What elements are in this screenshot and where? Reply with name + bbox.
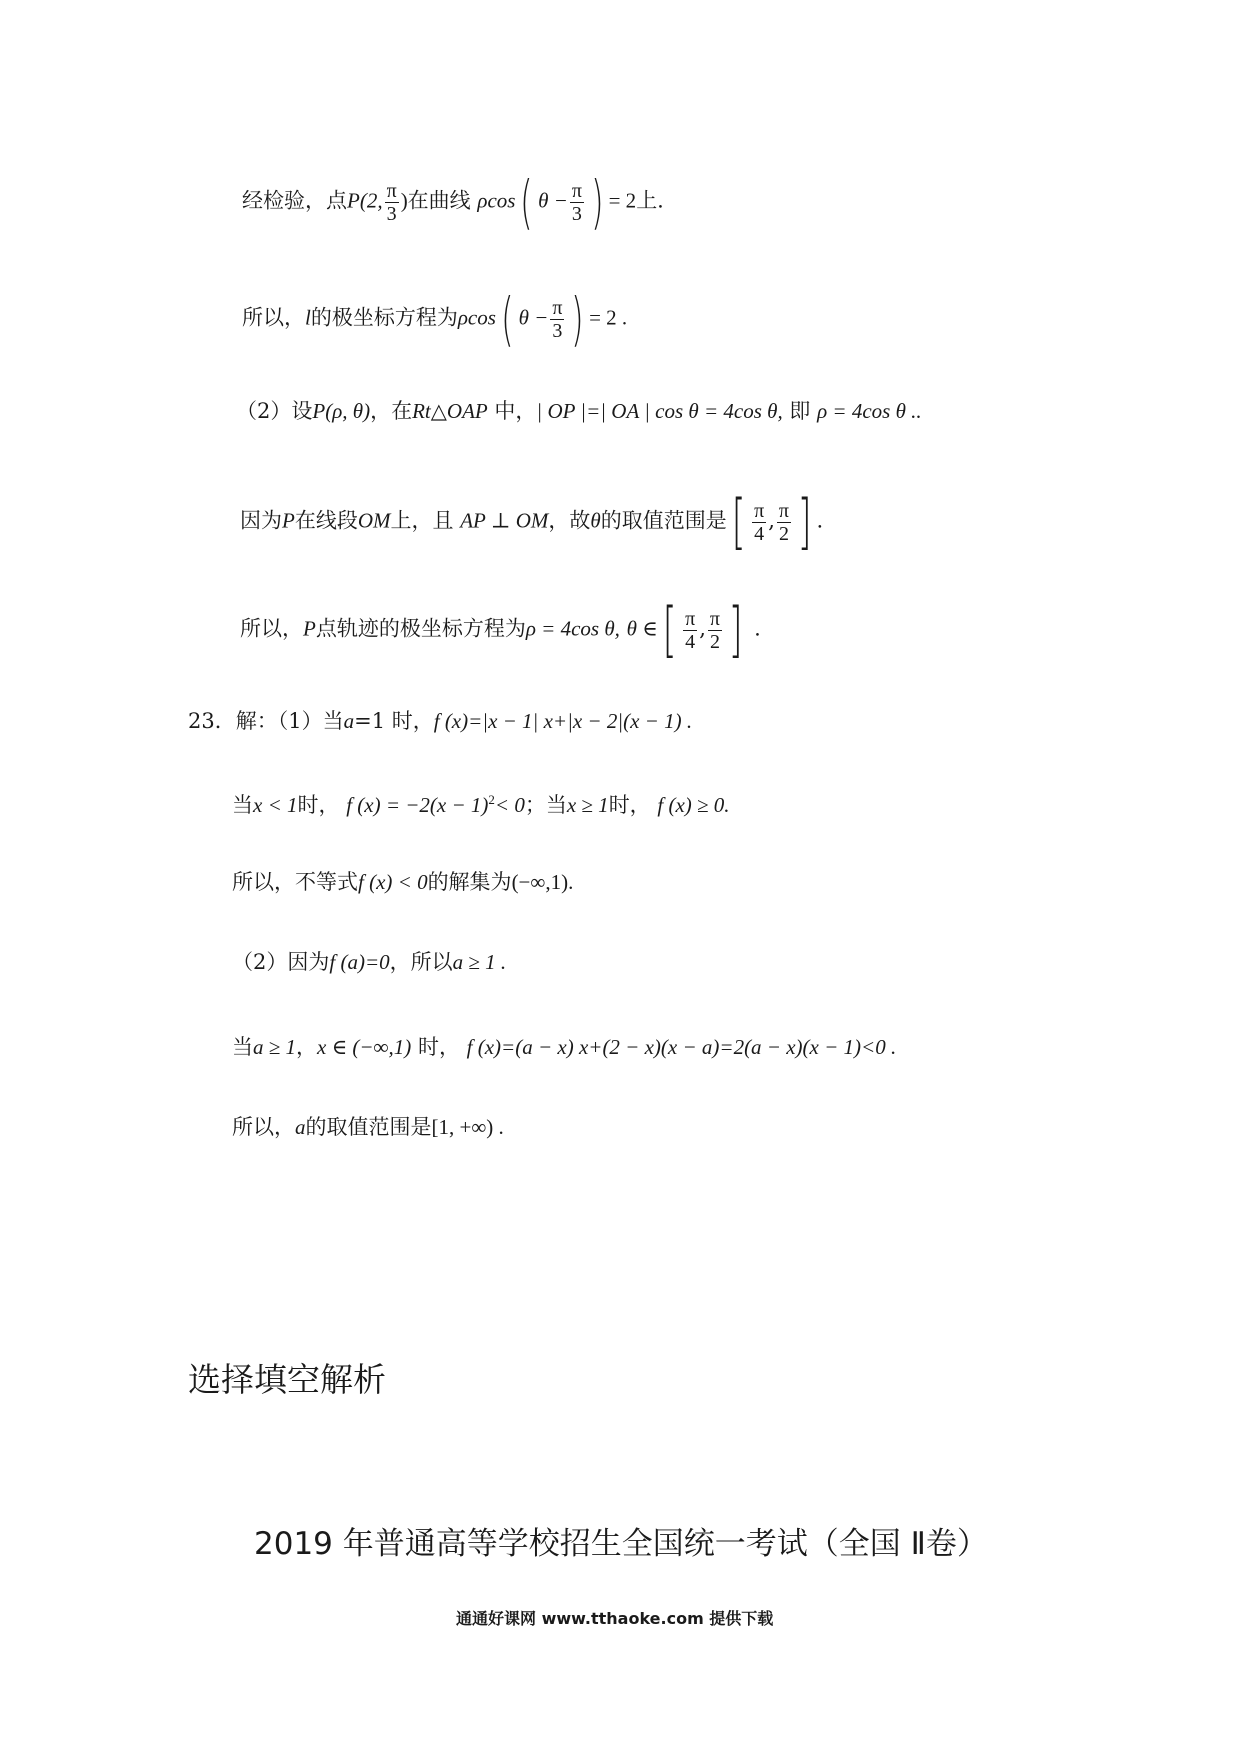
fraction: $\frac{\pi}{3}$ (386, 179, 397, 225)
trajectory-line: 所以，P点轨迹的极坐标方程为ρ = 4cos θ, θ ∈[ $\frac{\pi}{4}$ , $\frac{\pi}{2}$ ] . (240, 595, 761, 665)
polar-equation-line: 所以，l的极坐标方程为ρcos( θ − $\frac{\pi}{3}$ ) = 2 . (242, 285, 628, 353)
problem-23-line6: 所以，a的取值范围是[1, +∞) . (232, 1115, 504, 1139)
range-line: 因为P在线段OM上，且 AP ⊥ OM，故θ的取值范围是[ $\frac{\pi}{4}$ , $\frac{\pi}{2}$ ] . (240, 487, 824, 557)
check-point-line: 经检验，点P(2, $\frac{\pi}{3}$ )在曲线 ρcos( θ − $\frac{\pi}{3}$ ) = 2上. (242, 168, 664, 236)
problem-23-head: 23．解：（1）当a=1 时，f (x)=|x − 1| x+|x − 2|(x − 1) . (188, 709, 693, 733)
exam-title: 2019 年普通高等学校招生全国统一考试（全国 Ⅱ卷） (254, 1526, 988, 1562)
section-heading: 选择填空解析 (188, 1360, 386, 1399)
problem-23-line3: 所以，不等式f (x) < 0的解集为(−∞,1). (232, 870, 574, 894)
problem-23-line2: 当x < 1时， f $(x) = -2(x - 1)^2< 0$；当x ≥ 1时， f (x) ≥ 0. (232, 792, 730, 817)
part2-line: （2）设P(ρ, θ)，在Rt△OAP 中，| OP |=| OA | cos θ = 4cos θ, 即 ρ = 4cos θ .. (236, 399, 922, 423)
footer-text: 通通好课网 www.tthaoke.com 提供下载 (456, 1609, 774, 1628)
problem-23-line5: 当a ≥ 1，x ∈ (−∞,1) 时， f (x)=(a − x) x+(2 − x)(x − a)=2(a − x)(x − 1)<0 . (232, 1035, 897, 1059)
problem-23-line4: （2）因为f (a)=0，所以a ≥ 1 . (232, 950, 507, 974)
